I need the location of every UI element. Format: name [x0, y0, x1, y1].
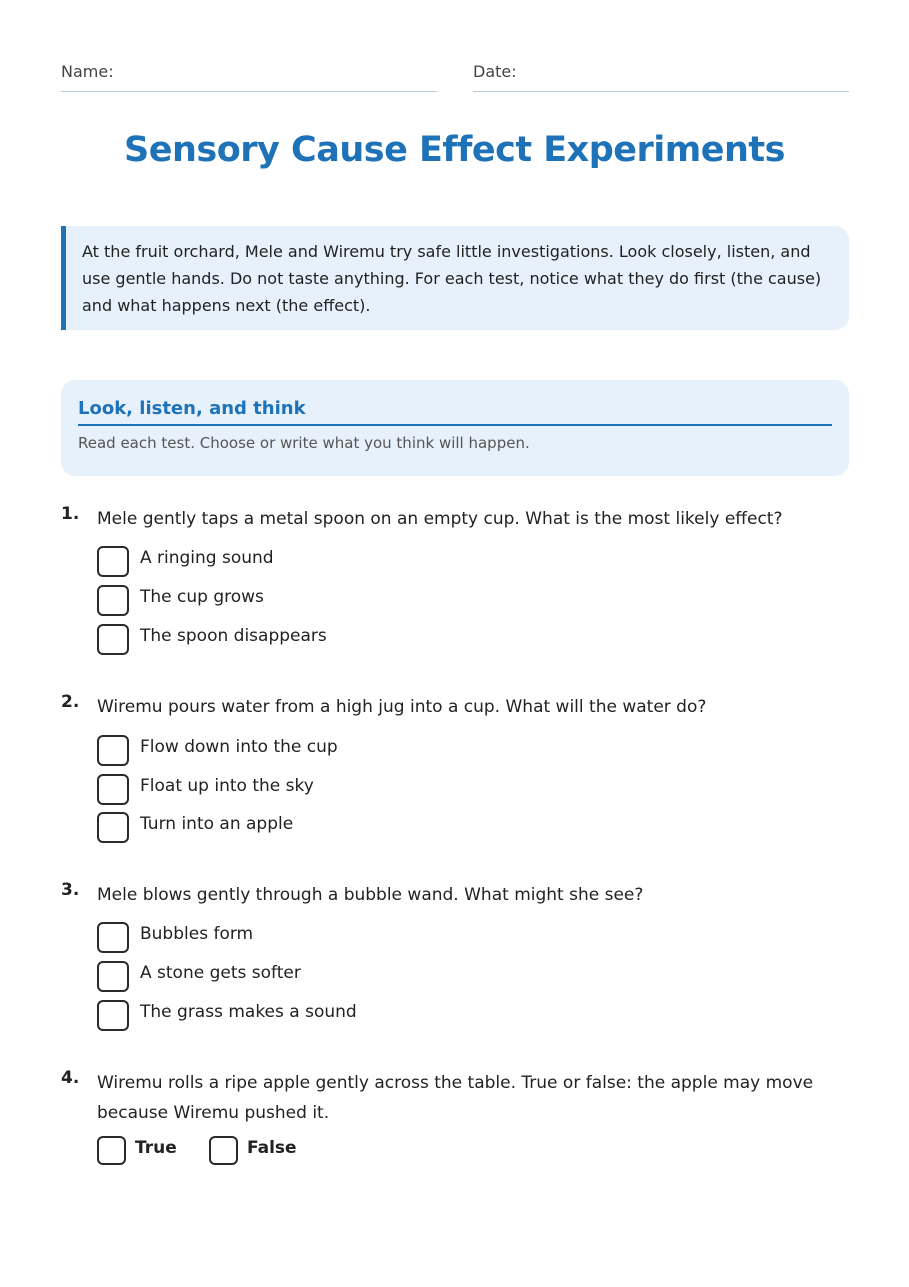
option-label: The spoon disappears — [140, 626, 327, 646]
option-true[interactable] — [97, 1136, 197, 1168]
checkbox[interactable] — [209, 1136, 238, 1165]
name-field[interactable] — [61, 62, 437, 92]
checkbox[interactable] — [97, 922, 129, 953]
option-label: Float up into the sky — [140, 776, 314, 796]
option-label: The cup grows — [140, 587, 264, 607]
name-label: Name: — [61, 62, 114, 81]
intro-box: At the fruit orchard, Mele and Wiremu try safe little investigations. Look closely, listen, and use gentle hands. Do not taste anything. For each test, notice what they do first (the cause) and what happens next (the effect). — [61, 226, 849, 330]
checkbox[interactable] — [97, 624, 129, 655]
question-text: Mele blows gently through a bubble wand. What might she see? — [97, 885, 644, 905]
option-label: A stone gets softer — [140, 963, 301, 983]
question-number: 1. — [61, 504, 80, 524]
date-label: Date: — [473, 62, 517, 81]
option-label: Turn into an apple — [140, 814, 294, 834]
checkbox[interactable] — [97, 1136, 126, 1165]
question-1 — [61, 504, 851, 654]
option-label: A ringing sound — [140, 548, 274, 568]
date-field[interactable] — [473, 62, 849, 92]
checkbox[interactable] — [97, 585, 129, 616]
option-label: Flow down into the cup — [140, 737, 338, 757]
question-text: Wiremu pours water from a high jug into a cup. What will the water do? — [97, 697, 707, 717]
checkbox[interactable] — [97, 961, 129, 992]
header-fields — [61, 62, 849, 92]
option-label: The grass makes a sound — [140, 1002, 357, 1022]
question-3 — [61, 880, 851, 1030]
question-2 — [61, 692, 851, 842]
question-text: Mele gently taps a metal spoon on an empty cup. What is the most likely effect? — [97, 509, 783, 529]
checkbox[interactable] — [97, 546, 129, 577]
section-subtitle: Read each test. Choose or write what you think will happen. — [78, 434, 530, 452]
checkbox[interactable] — [97, 812, 129, 843]
page-title: Sensory Cause Effect Experiments — [124, 130, 785, 170]
checkbox[interactable] — [97, 1000, 129, 1031]
checkbox[interactable] — [97, 735, 129, 766]
checkbox[interactable] — [97, 774, 129, 805]
section-title: Look, listen, and think — [78, 398, 832, 426]
option-label: Bubbles form — [140, 924, 254, 944]
question-4 — [61, 1068, 851, 1168]
question-number: 3. — [61, 880, 80, 900]
question-number: 2. — [61, 692, 80, 712]
option-label: True — [135, 1138, 177, 1158]
section-box — [61, 380, 849, 476]
option-label: False — [247, 1138, 297, 1158]
question-text: Wiremu rolls a ripe apple gently across the table. True or false: the apple may move because Wiremu pushed it. — [97, 1073, 814, 1123]
question-number: 4. — [61, 1068, 80, 1088]
option-false[interactable] — [209, 1136, 309, 1168]
